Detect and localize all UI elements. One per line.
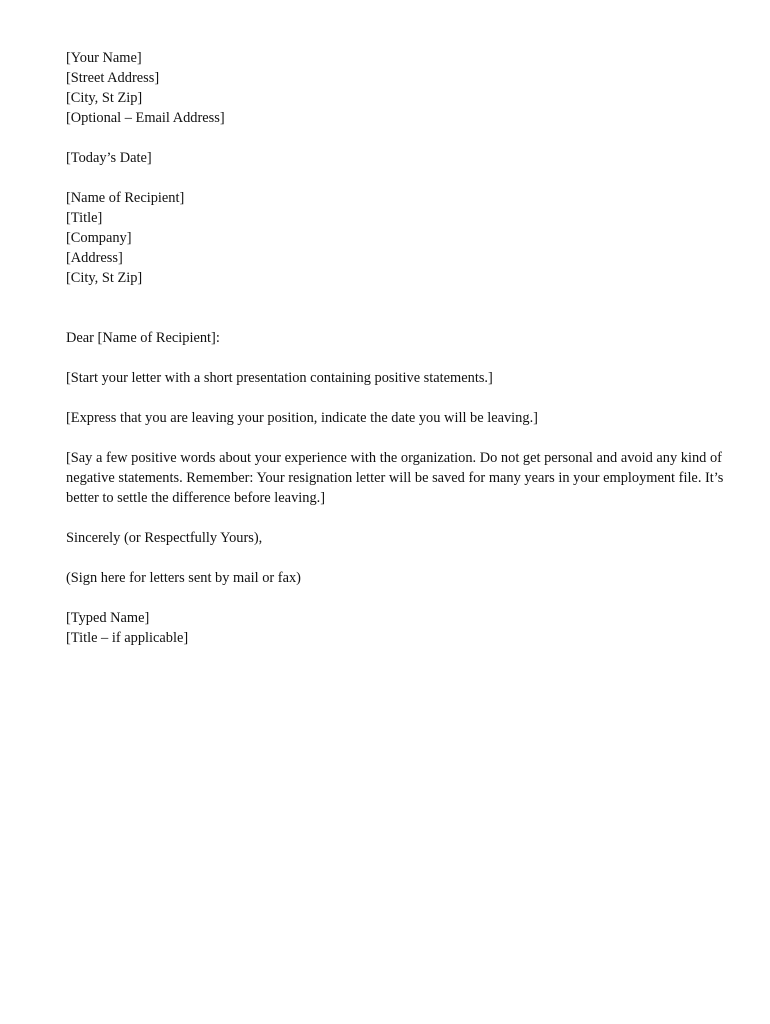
spacer (66, 428, 726, 448)
sender-street: [Street Address] (66, 70, 160, 86)
sender-email: [Optional – Email Address] (66, 110, 225, 126)
recipient-address: [Address] (66, 250, 123, 266)
signature-note: (Sign here for letters sent by mail or fax) (66, 570, 301, 586)
recipient-city: [City, St Zip] (66, 270, 143, 286)
sender-city: [City, St Zip] (66, 90, 143, 106)
salutation: Dear [Name of Recipient]: (66, 330, 220, 346)
spacer (66, 588, 726, 608)
recipient-name: [Name of Recipient] (66, 190, 185, 206)
typed-title: [Title – if applicable] (66, 630, 189, 646)
letter-page (66, 48, 726, 648)
letter-date: [Today’s Date] (66, 150, 152, 166)
body-paragraph-2: [Express that you are leaving your position, indicate the date you will be leaving.] (66, 410, 538, 426)
spacer (66, 388, 726, 408)
spacer (66, 288, 726, 328)
spacer (66, 128, 726, 148)
spacer (66, 548, 726, 568)
body-paragraph-3: [Say a few positive words about your experience with the organization. Do not get personal and avoid any kind of negative statements. Remember: Your resignation letter will be saved for many years in your employment file. It’s better to settle the difference before leaving.] (66, 450, 724, 506)
sender-name: [Your Name] (66, 50, 142, 66)
typed-name: [Typed Name] (66, 610, 150, 626)
spacer (66, 508, 726, 528)
closing: Sincerely (or Respectfully Yours), (66, 530, 263, 546)
recipient-block (66, 188, 726, 288)
recipient-company: [Company] (66, 230, 132, 246)
spacer (66, 168, 726, 188)
recipient-title: [Title] (66, 210, 103, 226)
spacer (66, 348, 726, 368)
sender-block (66, 48, 726, 128)
body-paragraph-1: [Start your letter with a short presentation containing positive statements.] (66, 370, 493, 386)
